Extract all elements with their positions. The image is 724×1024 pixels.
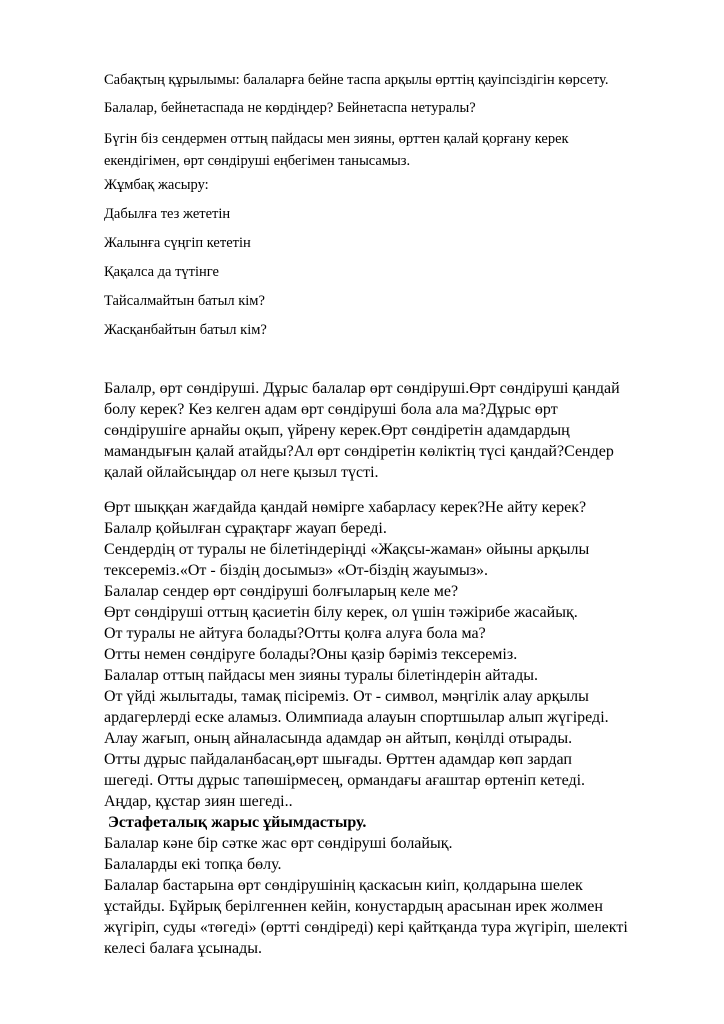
riddle-line: Қақалса да түтінге: [104, 264, 219, 280]
text-line: Балалар, бейнетаспада не көрдіңдер? Бейнетаспа нетуралы?: [104, 100, 476, 116]
intro-paragraph: [104, 128, 569, 172]
text-line: болу керек? Кез келген адам өрт сөндіруші бола ала ма?Дұрыс өрт: [104, 401, 558, 418]
text-line: Өрт шыққан жағдайда қандай нөмірге хабарласу керек?Не айту керек?: [104, 499, 587, 516]
text-line: сөндірушіге арнайы оқып, үйрену керек.Өрт сөндіретін адамдардың: [104, 422, 570, 439]
relay-heading: Эстафеталық жарыс ұйымдастыру.: [104, 814, 367, 831]
main-paragraph: [104, 497, 628, 959]
text-line: Алау жағып, оның айналасында адамдар ән айтып, көңілді отырады.: [104, 730, 573, 747]
text-line: Аңдар, құстар зиян шегеді..: [104, 793, 293, 810]
text-line: келесі балаға ұсынады.: [104, 940, 263, 957]
text-line: От туралы не айтуға болады?Отты қолға алуға бола ма?: [104, 625, 486, 642]
text-line: Сабақтың құрылымы: балаларға бейне таспа арқылы өрттің қауіпсіздігін көрсету.: [104, 72, 609, 88]
riddle-line: Тайсалмайтын батыл кім?: [104, 293, 265, 309]
text-line: Балалар кәне бір сәтке жас өрт сөндіруші болайық.: [104, 835, 453, 852]
text-line: Балалр қойылған сұрақтарғ жауап береді.: [104, 520, 387, 537]
text-line: Балалар сендер өрт сөндіруші болғыларың келе ме?: [104, 583, 459, 600]
riddle-title: Жұмбақ жасыру:: [104, 177, 209, 193]
text-line: Отты дұрыс пайдаланбасаң,өрт шығады. Өрттен адамдар көп зардап: [104, 751, 572, 768]
text-line: ардагерлерді еске аламыз. Олимпиада алауын спортшылар алып жүгіреді.: [104, 709, 609, 726]
text-line: тексереміз.«От - біздің досымыз» «От-біздің жауымыз».: [104, 562, 489, 579]
text-line: шегеді. Отты дұрыс тапөшірмесең, ормандағы ағаштар өртеніп кетеді.: [104, 772, 586, 789]
text-line: екендігімен, өрт сөндіруші еңбегімен танысамыз.: [104, 153, 411, 169]
riddle-line: Дабылға тез жететін: [104, 206, 231, 222]
text-line: мамандығын қалай атайды?Ал өрт сөндіретін көліктің түсі қандай?Сендер: [104, 443, 614, 460]
text-line: Өрт сөндіруші оттың қасиетін білу керек, ол үшін тәжірибе жасайық.: [104, 604, 578, 621]
text-line: Сендердің от туралы не білетіндеріңді «Жақсы-жаман» ойыны арқылы: [104, 541, 590, 558]
text-line: От үйді жылытады, тамақ пісіреміз. От - символ, мәңгілік алау арқылы: [104, 688, 589, 705]
text-line: Балалар оттың пайдасы мен зияны туралы білетіндерін айтады.: [104, 667, 539, 684]
text-line: жүгіріп, суды «төгеді» (өртті сөндіреді) кері қайтқанда тура жүгіріп, шелекті: [104, 919, 628, 936]
question-line: [104, 98, 476, 118]
text-line: Балалр, өрт сөндіруші. Дұрыс балалар өрт сөндіруші.Өрт сөндіруші қандай: [104, 380, 620, 397]
firefighter-paragraph: [104, 378, 620, 483]
riddle-line: Жалынға сүңгіп кететін: [104, 235, 251, 251]
text-line: ұстайды. Бұйрық берілгеннен кейін, конустардың арасынан ирек жолмен: [104, 898, 603, 915]
riddle-line: Жасқанбайтын батыл кім?: [104, 322, 267, 338]
lesson-structure-line: [104, 70, 608, 90]
text-line: Балалар бастарына өрт сөндірушінің қаскасын киіп, қолдарына шелек: [104, 877, 583, 894]
text-line: Бүгін біз сендермен оттың пайдасы мен зияны, өрттен қалай қорғану керек: [104, 131, 569, 147]
text-line: қалай ойлайсыңдар ол неге қызыл түсті.: [104, 464, 379, 481]
text-line: Отты немен сөндіруге болады?Оны қазір бәріміз тексереміз.: [104, 646, 518, 663]
text-line: Балаларды екі топқа бөлу.: [104, 856, 282, 873]
